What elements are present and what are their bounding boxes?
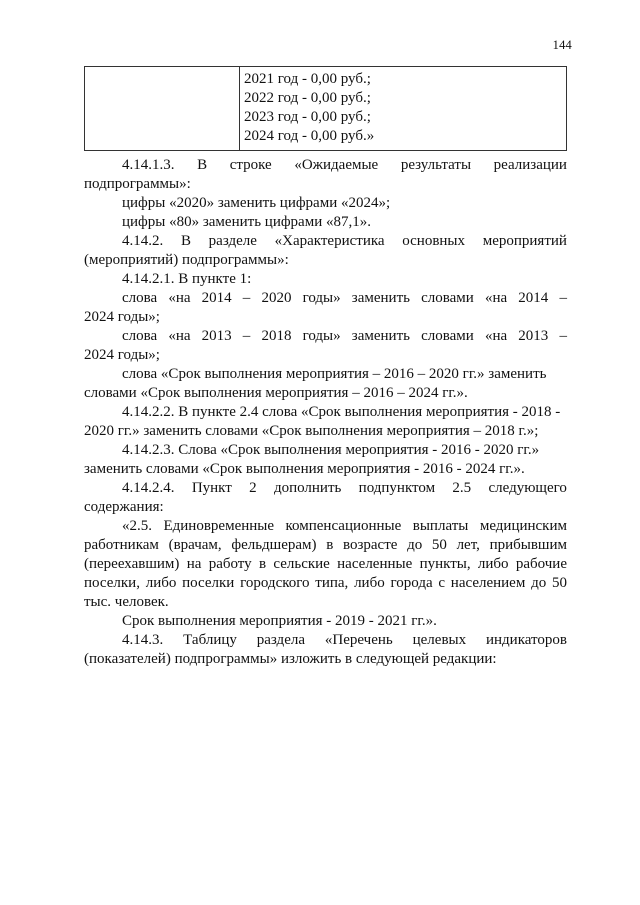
word: – <box>559 328 567 344</box>
table-cell-amounts <box>240 67 567 151</box>
word: Пункт <box>191 480 232 496</box>
word: «на <box>484 328 508 344</box>
word: разделе <box>208 233 257 249</box>
word: «на <box>168 328 191 344</box>
word: 2014 <box>518 290 549 306</box>
amount-line-2021: 2021 год - 0,00 руб.; <box>244 71 371 87</box>
word: слова <box>122 290 158 306</box>
paragraph-term-2016-line2: словами «Срок выполнения мероприятия – 2016 – 2024 гг.». <box>84 385 468 401</box>
amount-line-2024: 2024 год - 0,00 руб.» <box>244 128 375 144</box>
word: слова <box>122 328 158 344</box>
word: дополнить <box>273 480 342 496</box>
word: «Перечень <box>324 632 393 648</box>
paragraph-figures-2020: цифры «2020» заменить цифрами «2024»; <box>122 195 391 211</box>
word: «Ожидаемые <box>294 157 379 173</box>
word: «Характеристика <box>274 233 385 249</box>
word: «на <box>484 290 508 306</box>
amount-line-2023: 2023 год - 0,00 руб.; <box>244 109 371 125</box>
paragraph-4-14-2-3-line1: 4.14.2.3. Слова «Срок выполнения мероприятия - 2016 - 2020 гг.» <box>122 442 540 458</box>
word: 4.14.2. <box>122 233 164 249</box>
paragraph-4-14-2-cont: (мероприятий) подпрограммы»: <box>84 252 289 268</box>
word: 2013 <box>518 328 549 344</box>
word: реализации <box>493 157 567 173</box>
paragraph-figures-80: цифры «80» заменить цифрами «87,1». <box>122 214 371 230</box>
word: подпунктом <box>358 480 436 496</box>
word: Таблицу <box>183 632 237 648</box>
paragraph-term-2016-line1: слова «Срок выполнения мероприятия – 2016 – 2020 гг.» заменить <box>122 366 547 382</box>
paragraph-4-14-2-1: 4.14.2.1. В пункте 1: <box>122 271 252 287</box>
continuation-table <box>84 66 567 151</box>
word: В <box>180 233 191 249</box>
word: мероприятий <box>482 233 567 249</box>
word: заменить <box>351 328 410 344</box>
word: 2.5 <box>452 480 472 496</box>
word: целевых <box>412 632 467 648</box>
word: словами <box>421 290 474 306</box>
word: годы» <box>302 290 341 306</box>
paragraph-term-2019: Срок выполнения мероприятия - 2019 - 2021 гг.». <box>122 613 437 629</box>
paragraph-4-14-2-4-cont: содержания: <box>84 499 164 515</box>
word: индикаторов <box>485 632 567 648</box>
word: раздела <box>256 632 305 648</box>
word: «на <box>168 290 191 306</box>
word: основных <box>402 233 466 249</box>
paragraph-2-5-line5: тыс. человек. <box>84 594 169 610</box>
word: результаты <box>400 157 472 173</box>
table-row <box>85 67 567 151</box>
paragraph-4-14-2-4 <box>84 479 567 498</box>
word: 2020 <box>261 290 292 306</box>
paragraph-4-14-2-3-line2: заменить словами «Срок выполнения мероприятия - 2016 - 2024 гг.». <box>84 461 525 477</box>
paragraph-4-14-2-2-line1: 4.14.2.2. В пункте 2.4 слова «Срок выполнения мероприятия - 2018 - <box>122 404 561 420</box>
word: – <box>242 328 251 344</box>
paragraph-4-14-1-3-cont: подпрограммы»: <box>84 176 191 192</box>
paragraph-4-14-1-3 <box>84 156 567 175</box>
page-number: 144 <box>552 38 572 52</box>
word: словами <box>421 328 474 344</box>
word: 4.14.1.3. <box>122 157 175 173</box>
word: заменить <box>351 290 410 306</box>
word: 4.14.3. <box>122 632 164 648</box>
paragraph-2-5-line2: работникам (врачам, фельдшерам) в возрасте до 50 лет, прибывшим <box>84 537 567 553</box>
paragraph-2-5-line1 <box>84 517 567 536</box>
word: В <box>197 157 208 173</box>
paragraph-2-5-line4: поселки, либо поселки городского типа, либо города с населением до 50 <box>84 575 567 591</box>
table-cell-empty <box>85 67 240 151</box>
word: 2018 <box>261 328 292 344</box>
word: 2013 <box>201 328 232 344</box>
text-line: «2.5. Единовременные компенсационные выплаты медицинским <box>122 518 567 534</box>
word: 2 <box>249 480 257 496</box>
amendments-text <box>84 156 567 669</box>
word: 4.14.2.4. <box>122 480 175 496</box>
paragraph-4-14-3-cont: (показателей) подпрограммы» изложить в следующей редакции: <box>84 651 497 667</box>
paragraph-4-14-2-2-line2: 2020 гг.» заменить словами «Срок выполнения мероприятия – 2018 г.»; <box>84 423 539 439</box>
paragraph-4-14-3 <box>84 631 567 650</box>
word: годы» <box>302 328 341 344</box>
document-body <box>84 66 567 669</box>
word: 2014 <box>201 290 232 306</box>
paragraph-4-14-2 <box>84 232 567 251</box>
paragraph-words-2014-cont: 2024 годы»; <box>84 309 160 325</box>
paragraph-2-5-line3: (переехавшим) на работу в сельские населенные пункты, либо рабочие <box>84 556 567 572</box>
paragraph-words-2013 <box>84 327 567 346</box>
paragraph-words-2013-cont: 2024 годы»; <box>84 347 160 363</box>
word: – <box>242 290 251 306</box>
amount-line-2022: 2022 год - 0,00 руб.; <box>244 90 371 106</box>
word: следующего <box>488 480 567 496</box>
paragraph-words-2014 <box>84 289 567 308</box>
word: – <box>559 290 567 306</box>
word: строке <box>229 157 272 173</box>
